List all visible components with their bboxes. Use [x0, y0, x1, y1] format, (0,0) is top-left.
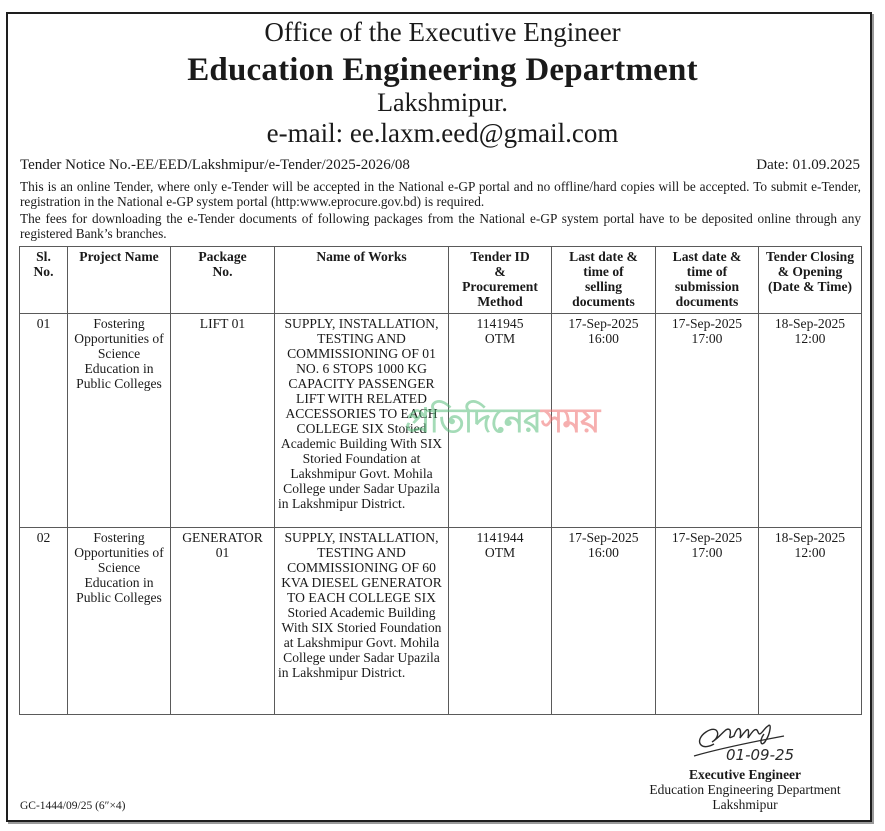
newspaper-watermark	[405, 395, 599, 452]
column-header-line: time of	[583, 264, 624, 279]
signature-date: 01-09-25	[726, 746, 795, 764]
column-header	[171, 247, 275, 314]
column-header	[20, 247, 68, 314]
project-name-cell-text: Science	[97, 560, 141, 575]
watermark-part-a: প্রতিদিনের	[405, 401, 541, 441]
column-header	[275, 247, 449, 314]
department-title: Education Engineering Department	[187, 52, 698, 88]
column-header-line: &	[494, 264, 506, 279]
notice-date: Date: 01.09.2025	[756, 157, 860, 173]
closing-opening-cell-text: 12:00	[794, 545, 826, 560]
project-name-cell-text: Fostering	[93, 530, 145, 545]
serial-cell	[20, 314, 68, 528]
column-header-line: Tender ID	[470, 249, 530, 264]
project-name-cell	[68, 528, 171, 715]
footer-code: GC-1444/09/25 (6″×4)	[20, 800, 126, 812]
location-title: Lakshmipur.	[377, 88, 508, 117]
signature-image	[692, 718, 812, 764]
column-header-line: Last date &	[672, 249, 742, 264]
closing-opening-cell-text: 12:00	[794, 331, 826, 346]
column-header	[449, 247, 552, 314]
package-cell-text: GENERATOR	[182, 530, 263, 545]
column-header-line: Procurement	[462, 279, 538, 294]
column-header	[68, 247, 171, 314]
package-cell-text: 01	[215, 545, 230, 560]
package-cell-text: LIFT 01	[199, 316, 246, 331]
column-header-line: Package	[198, 249, 247, 264]
submission-deadline-cell-text: 17-Sep-2025	[671, 530, 743, 545]
project-name-cell	[68, 314, 171, 528]
column-header	[759, 247, 862, 314]
column-header-line: documents	[675, 294, 739, 309]
project-name-cell-text: Fostering	[93, 316, 145, 331]
column-header	[656, 247, 759, 314]
instruction-paragraph-1: This is an online Tender, where only e-Tender will be accepted in the National e-GP portal and no offline/hard copies will be accepted. To submit e-Tender, registration in the National e-GP system portal (http:www.eprocure.gov.bd) is required.	[20, 179, 861, 209]
table-row	[20, 528, 862, 715]
column-header-line: (Date & Time)	[767, 279, 853, 294]
tender-id-cell	[449, 528, 552, 715]
project-name-cell-text: Opportunities of	[74, 545, 164, 560]
column-header-line: documents	[572, 294, 635, 309]
signatory-department: Education Engineering Department	[649, 782, 841, 797]
tender-notice-number: Tender Notice No.-EE/EED/Lakshmipur/e-Tender/2025-2026/08	[20, 157, 410, 173]
closing-opening-cell-text: 18-Sep-2025	[774, 316, 846, 331]
email-line: e-mail: ee.laxm.eed@gmail.com	[266, 118, 619, 148]
project-name-cell-text: Public Colleges	[76, 376, 162, 391]
tender-id-cell-text: 1141944	[476, 530, 524, 545]
selling-deadline-cell-text: 17-Sep-2025	[568, 530, 639, 545]
column-header-line: Sl.	[36, 249, 51, 264]
column-header-line: Project Name	[79, 249, 159, 264]
submission-deadline-cell-text: 17:00	[691, 331, 723, 346]
closing-opening-cell	[759, 528, 862, 715]
column-header-line: No.	[33, 264, 54, 279]
works-cell	[275, 528, 449, 715]
serial-cell-text: 02	[36, 530, 51, 545]
closing-opening-cell	[759, 314, 862, 528]
project-name-cell-text: Education in	[84, 361, 154, 376]
office-title: Office of the Executive Engineer	[264, 17, 621, 47]
column-header-line: No.	[212, 264, 233, 279]
column-header-line: Name of Works	[316, 249, 407, 264]
submission-deadline-cell-text: 17:00	[691, 545, 723, 560]
signatory-title: Executive Engineer	[688, 767, 802, 782]
tender-id-cell-text: OTM	[484, 331, 516, 346]
column-header-line: Method	[477, 294, 523, 309]
tender-id-cell-text: OTM	[484, 545, 516, 560]
tender-table	[19, 246, 862, 715]
column-header-line: time of	[686, 264, 728, 279]
serial-cell	[20, 528, 68, 715]
works-cell-text: SUPPLY, INSTALLATION, TESTING AND COMMISSIONING OF 01 NO. 6 STOPS 1000 KG CAPACITY PASSENGER LIFT WITH RELATED ACCESSORIES TO EACH COLLEGE SIX Storied Academic Building With SIX Storied Foundation at Lakshmipur Govt. Mohila College under Sadar Upazila in Lakshmipur District.	[278, 316, 443, 511]
serial-cell-text: 01	[36, 316, 51, 331]
column-header-line: selling	[584, 279, 622, 294]
selling-deadline-cell-text: 16:00	[588, 545, 619, 560]
project-name-cell-text: Science	[97, 346, 141, 361]
submission-deadline-cell-text: 17-Sep-2025	[671, 316, 743, 331]
column-header-line: Last date &	[569, 249, 638, 264]
instruction-paragraph-2: The fees for downloading the e-Tender documents of following packages from the National e-GP system portal have to be deposited online through any registered Bank’s branches.	[20, 211, 861, 241]
project-name-cell-text: Public Colleges	[76, 590, 162, 605]
package-cell	[171, 528, 275, 715]
column-header-line: submission	[674, 279, 740, 294]
signatory-location: Lakshmipur	[712, 797, 778, 812]
column-header-line: Tender Closing	[765, 249, 854, 264]
project-name-cell-text: Education in	[84, 575, 154, 590]
closing-opening-cell-text: 18-Sep-2025	[774, 530, 846, 545]
selling-deadline-cell	[552, 528, 656, 715]
column-header	[552, 247, 656, 314]
table-header-row	[20, 247, 862, 314]
tender-id-cell-text: 1141945	[476, 316, 524, 331]
project-name-cell-text: Opportunities of	[74, 331, 164, 346]
submission-deadline-cell	[656, 528, 759, 715]
column-header-line: & Opening	[777, 264, 843, 279]
works-cell-text: SUPPLY, INSTALLATION, TESTING AND COMMISSIONING OF 60 KVA DIESEL GENERATOR TO EACH COLLEGE SIX Storied Academic Building With SIX Storied Foundation at Lakshmipur Govt. Mohila College under Sadar Upazila in Lakshmipur District.	[278, 530, 442, 680]
watermark-part-b: সময়	[540, 401, 600, 441]
submission-deadline-cell	[656, 314, 759, 528]
selling-deadline-cell-text: 16:00	[588, 331, 619, 346]
selling-deadline-cell-text: 17-Sep-2025	[568, 316, 639, 331]
package-cell	[171, 314, 275, 528]
